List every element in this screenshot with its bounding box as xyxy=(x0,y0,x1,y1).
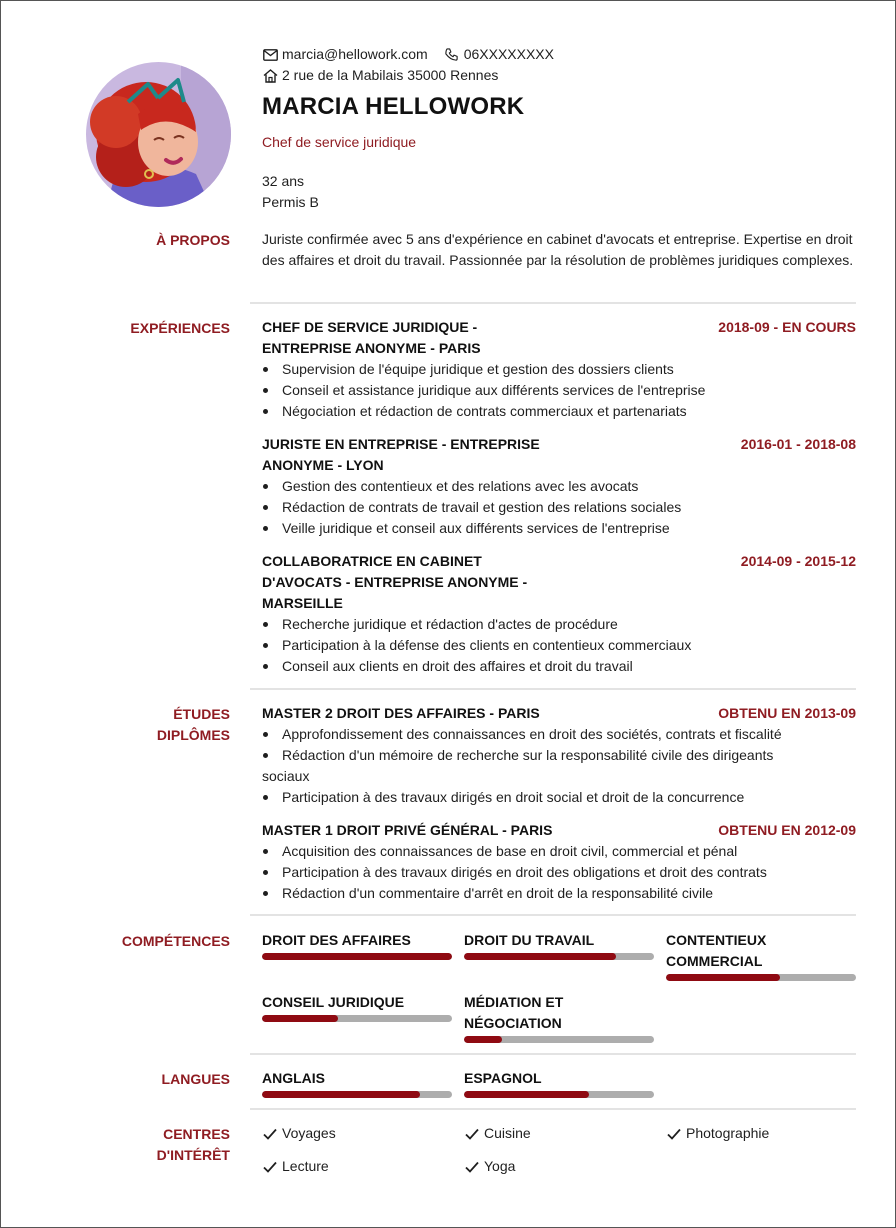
list-item xyxy=(262,476,856,497)
bullet-dot xyxy=(263,891,268,896)
entry-date: OBTENU EN 2012-09 xyxy=(718,822,856,838)
list-item xyxy=(262,883,856,904)
skill-bar-fill xyxy=(666,974,780,981)
list-item xyxy=(262,841,856,862)
interest-item xyxy=(262,1123,336,1144)
list-item xyxy=(262,745,856,787)
skill-bar-fill xyxy=(262,953,452,960)
experience-entry xyxy=(262,551,856,677)
bullet-dot xyxy=(263,484,268,489)
list-item xyxy=(262,380,856,401)
skill-bar-fill xyxy=(262,1015,338,1022)
entry-title-line: JURISTE EN ENTREPRISE - ENTREPRISE xyxy=(262,436,540,452)
interest-label: Cuisine xyxy=(484,1125,531,1141)
list-item-text: Rédaction d'un mémoire de recherche sur la responsabilité civile des dirigeants xyxy=(282,747,774,763)
education-entry xyxy=(262,703,856,808)
envelope-icon xyxy=(262,47,278,63)
list-item xyxy=(262,635,856,656)
list-item-text: Gestion des contentieux et des relations avec les avocats xyxy=(282,478,639,494)
skill-name xyxy=(464,930,654,951)
list-item-text: Veille juridique et conseil aux différents services de l'entreprise xyxy=(282,520,670,536)
section-label-interests xyxy=(61,1124,230,1166)
list-item-text-wrap: sociaux xyxy=(262,768,310,784)
bullet-dot xyxy=(263,732,268,737)
list-item-text: Rédaction de contrats de travail et gestion des relations sociales xyxy=(282,499,682,515)
list-item-text: Conseil et assistance juridique aux différents services de l'entreprise xyxy=(282,382,706,398)
skill-item xyxy=(464,930,654,960)
bullet-dot xyxy=(263,849,268,854)
interest-label: Photographie xyxy=(686,1125,770,1141)
list-item-text: Approfondissement des connaissances en droit des sociétés, contrats et fiscalité xyxy=(282,726,782,742)
bullet-list xyxy=(262,476,856,539)
list-item xyxy=(262,724,856,745)
skill-item xyxy=(464,992,654,1043)
skill-item xyxy=(262,930,452,960)
skill-name xyxy=(262,992,452,1013)
entry-date: 2018-09 - EN COURS xyxy=(718,319,856,335)
skill-bar-fill xyxy=(464,953,616,960)
personal-meta xyxy=(262,171,319,213)
bullet-dot xyxy=(263,870,268,875)
entry-title: MASTER 2 DROIT DES AFFAIRES - PARIS xyxy=(262,705,540,721)
language-bar-fill xyxy=(262,1091,420,1098)
address-contact xyxy=(262,65,498,86)
list-item xyxy=(262,656,856,677)
divider xyxy=(250,1108,856,1110)
divider xyxy=(250,688,856,690)
check-icon xyxy=(262,1126,278,1142)
check-icon xyxy=(464,1159,480,1175)
list-item-text: Recherche juridique et rédaction d'actes de procédure xyxy=(282,616,618,632)
list-item xyxy=(262,862,856,883)
skill-name xyxy=(464,992,654,1034)
list-item xyxy=(262,787,856,808)
language-bar xyxy=(464,1091,654,1098)
language-item xyxy=(464,1068,654,1098)
skill-bar xyxy=(262,1015,452,1022)
bullet-dot xyxy=(263,388,268,393)
section-label-about: À PROPOS xyxy=(156,232,230,248)
entry-title-line: ANONYME - LYON xyxy=(262,457,384,473)
skill-bar xyxy=(464,1036,654,1043)
language-name: ESPAGNOL xyxy=(464,1070,542,1086)
section-label-line: ÉTUDES xyxy=(173,706,230,722)
contact-block xyxy=(262,44,570,86)
home-icon xyxy=(262,68,278,84)
divider xyxy=(250,914,856,916)
check-icon xyxy=(464,1126,480,1142)
list-item xyxy=(262,518,856,539)
language-name: ANGLAIS xyxy=(262,1070,325,1086)
divider xyxy=(250,1053,856,1055)
entry-date: 2016-01 - 2018-08 xyxy=(740,436,856,452)
bullet-dot xyxy=(263,505,268,510)
bullet-dot xyxy=(263,753,268,758)
list-item-text: Négociation et rédaction de contrats commerciaux et partenariats xyxy=(282,403,687,419)
list-item xyxy=(262,497,856,518)
list-item-text: Participation à des travaux dirigés en droit social et droit de la concurrence xyxy=(282,789,745,805)
bullet-list xyxy=(262,724,856,808)
phone-icon xyxy=(444,47,460,63)
skill-name-line: DROIT DU TRAVAIL xyxy=(464,932,595,948)
section-label-line: DIPLÔMES xyxy=(156,727,230,743)
phone-text: 06XXXXXXXX xyxy=(463,46,554,62)
list-item xyxy=(262,359,856,380)
skill-bar xyxy=(666,974,856,981)
email-contact[interactable] xyxy=(262,44,428,65)
interest-item xyxy=(464,1156,515,1177)
license-text: Permis B xyxy=(262,194,319,210)
interest-item xyxy=(262,1156,329,1177)
bullet-list xyxy=(262,841,856,904)
check-icon xyxy=(262,1159,278,1175)
skill-item xyxy=(666,930,856,981)
interest-label: Voyages xyxy=(282,1125,336,1141)
divider xyxy=(250,302,856,304)
job-title: Chef de service juridique xyxy=(262,134,417,150)
section-label-line: D'INTÉRÊT xyxy=(156,1147,230,1163)
skill-name xyxy=(666,930,856,972)
list-item-text: Acquisition des connaissances de base en droit civil, commercial et pénal xyxy=(282,843,738,859)
language-bar-fill xyxy=(464,1091,589,1098)
entry-title: MASTER 1 DROIT PRIVÉ GÉNÉRAL - PARIS xyxy=(262,822,553,838)
education-entry xyxy=(262,820,856,904)
phone-contact[interactable] xyxy=(444,44,554,65)
list-item-text: Rédaction d'un commentaire d'arrêt en droit de la responsabilité civile xyxy=(282,885,714,901)
bullet-list xyxy=(262,359,856,422)
interest-item xyxy=(464,1123,531,1144)
entry-title-line: CHEF DE SERVICE JURIDIQUE - xyxy=(262,319,478,335)
entry-title-line: D'AVOCATS - ENTREPRISE ANONYME - xyxy=(262,574,528,590)
skill-name-line: DROIT DES AFFAIRES xyxy=(262,932,411,948)
bullet-dot xyxy=(263,795,268,800)
skill-name-line: NÉGOCIATION xyxy=(464,1015,562,1031)
list-item-text: Participation à des travaux dirigés en droit des obligations et droit des contrats xyxy=(282,864,767,880)
skill-name-line: CONTENTIEUX xyxy=(666,932,767,948)
experience-entry xyxy=(262,434,856,539)
interest-item xyxy=(666,1123,769,1144)
list-item-text: Participation à la défense des clients en contentieux commerciaux xyxy=(282,637,692,653)
bullet-dot xyxy=(263,622,268,627)
skill-bar-fill xyxy=(464,1036,502,1043)
bullet-list xyxy=(262,614,856,677)
entry-title-line: ENTREPRISE ANONYME - PARIS xyxy=(262,340,481,356)
check-icon xyxy=(666,1126,682,1142)
skill-name-line: COMMERCIAL xyxy=(666,953,763,969)
bullet-dot xyxy=(263,367,268,372)
address-text: 2 rue de la Mabilais 35000 Rennes xyxy=(282,67,499,83)
list-item xyxy=(262,401,856,422)
skill-name xyxy=(262,930,452,951)
interest-label: Lecture xyxy=(282,1158,329,1174)
experience-entry xyxy=(262,317,856,422)
skill-bar xyxy=(464,953,654,960)
age-text: 32 ans xyxy=(262,173,305,189)
skill-bar xyxy=(262,953,452,960)
about-text: Juriste confirmée avec 5 ans d'expérience en cabinet d'avocats et entreprise. Expertise en droit des affaires et droit du travail. Passionnée par la résolution de problèmes juridiques complexes. xyxy=(262,231,854,268)
bullet-dot xyxy=(263,526,268,531)
entry-title-line: MARSEILLE xyxy=(262,595,343,611)
skill-item xyxy=(262,992,452,1022)
email-text: marcia@hellowork.com xyxy=(282,46,428,62)
interest-label: Yoga xyxy=(484,1158,516,1174)
entry-title-line: COLLABORATRICE EN CABINET xyxy=(262,553,482,569)
skill-name-line: CONSEIL JURIDIQUE xyxy=(262,994,405,1010)
section-label-skills: COMPÉTENCES xyxy=(121,933,230,949)
section-label-education xyxy=(61,704,230,746)
skill-name-line: MÉDIATION ET xyxy=(464,994,564,1010)
list-item-text: Conseil aux clients en droit des affaires et droit du travail xyxy=(282,658,633,674)
entry-date: 2014-09 - 2015-12 xyxy=(740,553,856,569)
list-item-text: Supervision de l'équipe juridique et gestion des dossiers clients xyxy=(282,361,674,377)
entry-date: OBTENU EN 2013-09 xyxy=(718,705,856,721)
language-bar xyxy=(262,1091,452,1098)
bullet-dot xyxy=(263,664,268,669)
bullet-dot xyxy=(263,643,268,648)
list-item xyxy=(262,614,856,635)
section-label-languages: LANGUES xyxy=(161,1071,230,1087)
profile-photo xyxy=(86,62,231,207)
section-label-experiences: EXPÉRIENCES xyxy=(130,320,230,336)
candidate-name: MARCIA HELLOWORK xyxy=(262,93,525,120)
language-item xyxy=(262,1068,452,1098)
section-label-line: CENTRES xyxy=(163,1126,230,1142)
bullet-dot xyxy=(263,409,268,414)
